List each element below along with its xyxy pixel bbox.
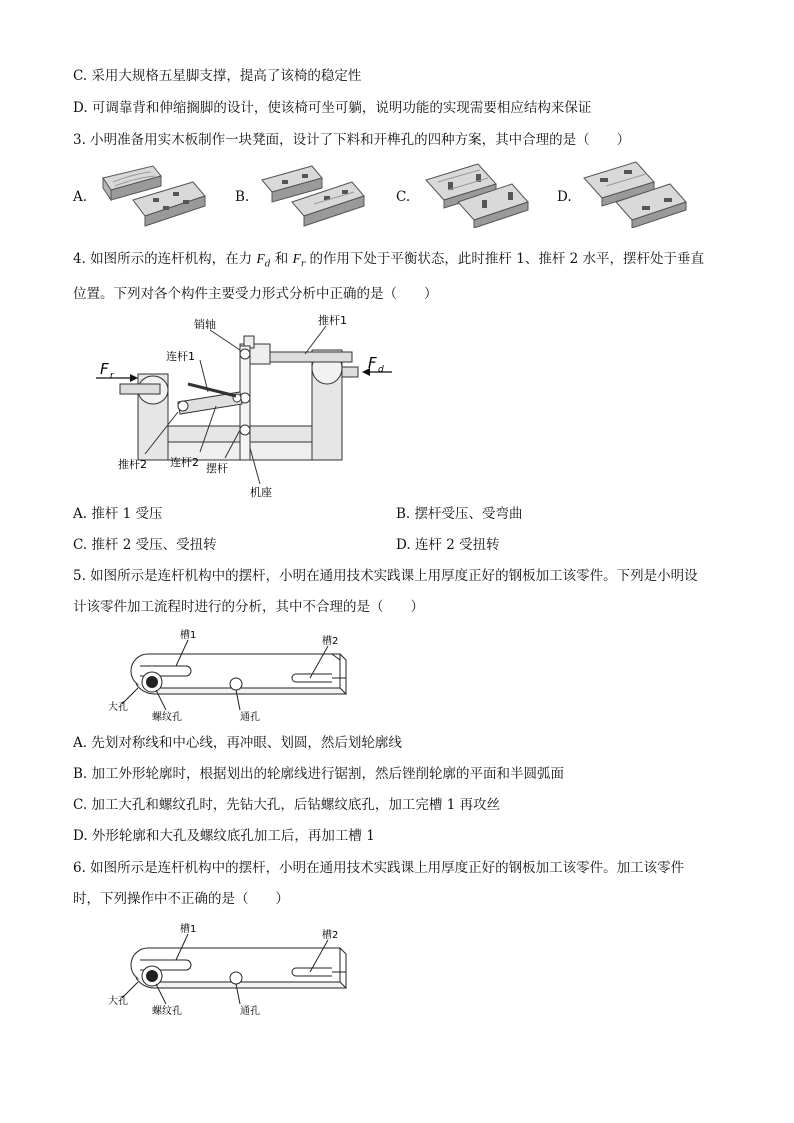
q4-stem-fr-symbol: F	[292, 251, 301, 266]
q4-stem-line2: 位置。下列对各个构件主要受力形式分析中正确的是（ ）	[73, 286, 438, 302]
q4-stem	[73, 250, 704, 274]
q3-board-d-figure	[576, 156, 696, 228]
label-base: 机座	[250, 486, 272, 499]
q5-option-b: B. 加工外形轮廓时，根据划出的轮廓线进行锯割，然后锉削轮廓的平面和半圆弧面	[73, 766, 565, 782]
q4-stem-fr-subscript: r	[300, 259, 306, 270]
q5-label-through-hole: 通孔	[240, 712, 260, 723]
q5-stem-line2: 计该零件加工流程时进行的分析，其中不合理的是（ ）	[73, 599, 424, 615]
q3-board-a-figure	[93, 160, 213, 228]
q3-stem: 3. 小明准备用实木板制作一块凳面，设计了下料和开榫孔的四种方案，其中合理的是（ ）	[73, 132, 631, 148]
q4-option-d: D. 连杆 2 受扭转	[396, 537, 500, 553]
q3-board-c-figure	[418, 156, 538, 228]
q6-label-slot1: 槽1	[180, 924, 197, 935]
q5-label-thread-hole: 螺纹孔	[152, 712, 182, 723]
q2-option-c: C. 采用大规格五星脚支撑，提高了该椅的稳定性	[73, 68, 362, 84]
q4-stem-part-a: 4. 如图所示的连杆机构，在力	[73, 251, 253, 267]
q4-option-b: B. 摆杆受压、受弯曲	[396, 506, 523, 522]
q3-option-b-label: B.	[235, 189, 250, 205]
q4-linkage-figure	[90, 308, 400, 500]
q6-swing-rod-figure	[100, 916, 360, 1018]
q5-option-c: C. 加工大孔和螺纹孔时，先钻大孔，后钻螺纹底孔，加工完槽 1 再攻丝	[73, 797, 501, 813]
q3-option-d-label: D.	[557, 189, 572, 205]
q6-label-through-hole: 通孔	[240, 1006, 260, 1017]
q2-option-d: D. 可调靠背和伸缩搁脚的设计，使该椅可坐可躺，说明功能的实现需要相应结构来保证	[73, 100, 592, 116]
q5-swing-rod-figure	[100, 622, 360, 724]
q4-stem-part-b: 的作用下处于平衡状态，此时推杆 1、推杆 2 水平，摆杆处于垂直	[309, 251, 704, 267]
q6-stem: 6. 如图所示是连杆机构中的摆杆，小明在通用技术实践课上用厚度正好的钢板加工该零件。加工该零件	[73, 860, 685, 876]
q4-option-a: A. 推杆 1 受压	[73, 506, 163, 522]
label-link-1: 连杆1	[166, 350, 195, 363]
q5-label-big-hole: 大孔	[108, 702, 128, 713]
label-link-2: 连杆2	[170, 456, 199, 469]
label-swing-rod: 摆杆	[206, 462, 228, 475]
q5-label-slot2: 槽2	[322, 636, 339, 647]
q3-option-a-label: A.	[73, 189, 88, 205]
q5-stem: 5. 如图所示是连杆机构中的摆杆，小明在通用技术实践课上用厚度正好的钢板加工该零件。下列是小明设	[73, 568, 698, 584]
q6-stem-line2: 时，下列操作中不正确的是（ ）	[73, 891, 289, 907]
q6-label-slot2: 槽2	[322, 930, 339, 941]
q3-option-c-label: C.	[396, 189, 411, 205]
label-force-fr-subscript: r	[110, 371, 114, 381]
label-pin: 销轴	[194, 318, 216, 331]
label-force-fd-subscript: d	[378, 365, 384, 375]
q4-stem-fd-symbol: F	[256, 251, 265, 266]
label-force-fd: F	[368, 354, 377, 372]
label-push-rod-1: 推杆1	[318, 314, 347, 327]
q5-option-d: D. 外形轮廓和大孔及螺纹底孔加工后，再加工槽 1	[73, 828, 375, 844]
q4-stem-and: 和	[274, 251, 289, 267]
q5-option-a: A. 先划对称线和中心线，再冲眼、划圆，然后划轮廓线	[73, 735, 402, 751]
q6-label-big-hole: 大孔	[108, 996, 128, 1007]
label-force-fr: F	[100, 360, 109, 378]
q3-board-b-figure	[254, 160, 374, 228]
label-push-rod-2: 推杆2	[118, 458, 147, 471]
q4-stem-fd-subscript: d	[264, 259, 271, 270]
q6-label-thread-hole: 螺纹孔	[152, 1006, 182, 1017]
q5-label-slot1: 槽1	[180, 630, 197, 641]
q4-option-c: C. 推杆 2 受压、受扭转	[73, 537, 217, 553]
